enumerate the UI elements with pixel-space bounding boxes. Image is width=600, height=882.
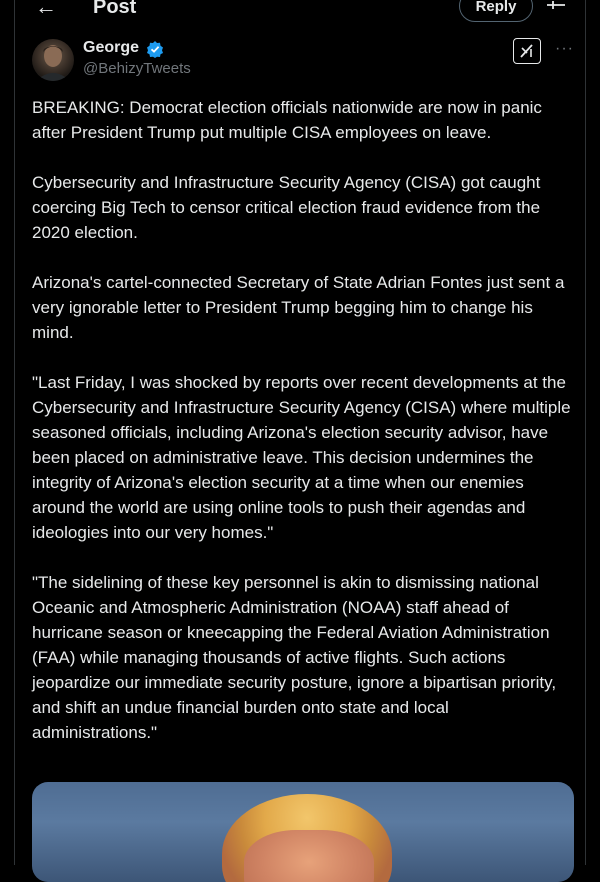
verified-badge-icon: [146, 40, 164, 58]
back-arrow-icon[interactable]: ←: [35, 0, 57, 19]
more-options-icon[interactable]: ···: [555, 40, 574, 57]
post-paragraph: "Last Friday, I was shocked by reports over recent developments at the Cybersecurity and Infrastructure Security Agency (CISA) where multiple seasoned officials, including Arizona's election security advisor, have been placed on administrative leave. This decision undermines the integrity of Arizona's election security at a time when our enemies around the world are using online tools to push their agendas and ideologies into our very homes.": [32, 373, 571, 542]
tune-icon[interactable]: [545, 0, 567, 12]
author-handle[interactable]: @BehizyTweets: [83, 60, 191, 77]
post-column: [14, 0, 586, 865]
image-face: [244, 830, 374, 882]
post-paragraph: "The sidelining of these key personnel is akin to dismissing national Oceanic and Atmospheric Administration (NOAA) staff ahead of hurricane season or kneecapping the Federal Aviation Administration (FAA) while managing thousands of active flights. Such actions jeopardize our immediate security posture, ignore a bipartisan priority, and shift an undue financial burden onto state and local administrations.": [32, 573, 557, 742]
post-paragraph: BREAKING: Democrat election officials nationwide are now in panic after President Trump put multiple CISA employees on leave.: [32, 98, 542, 142]
top-bar: [15, 0, 585, 22]
post-paragraph: Cybersecurity and Infrastructure Security Agency (CISA) got caught coercing Big Tech to censor critical election fraud evidence from the 2020 election.: [32, 173, 541, 242]
post-paragraph: Arizona's cartel-connected Secretary of State Adrian Fontes just sent a very ignorable letter to President Trump begging him to change his mind.: [32, 273, 565, 342]
post-text: [32, 95, 577, 770]
reply-button[interactable]: Reply: [459, 0, 533, 22]
avatar[interactable]: [32, 39, 74, 81]
grok-icon[interactable]: [513, 38, 541, 64]
page-title: Post: [93, 0, 137, 18]
post-image[interactable]: [32, 782, 574, 882]
author-name[interactable]: George: [83, 39, 140, 56]
avatar-image: [32, 39, 74, 81]
